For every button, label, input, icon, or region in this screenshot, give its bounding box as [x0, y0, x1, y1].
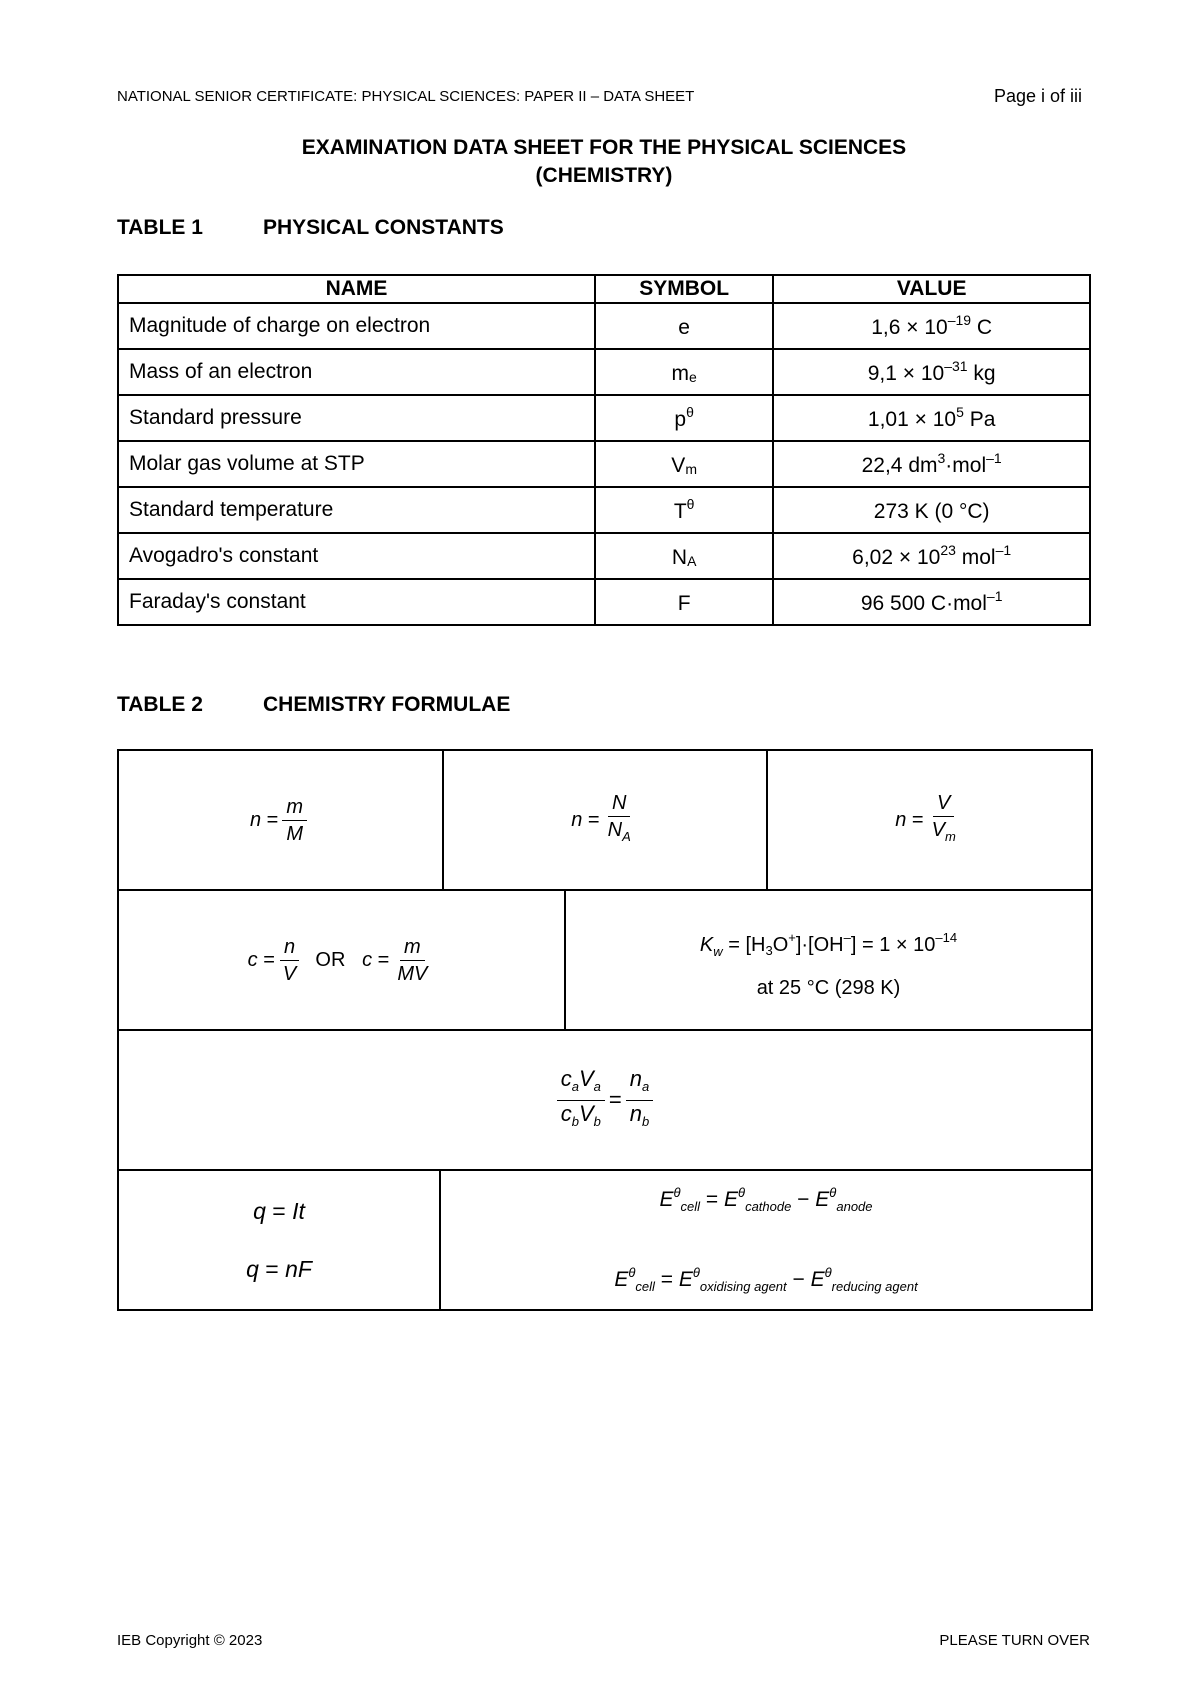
table-header-row: [118, 275, 1090, 303]
table-row: [118, 487, 1090, 533]
constant-symbol: e: [595, 303, 773, 349]
constant-name: Avogadro's constant: [118, 533, 595, 579]
table-row: [118, 349, 1090, 395]
formula-n-N-over-NA: n = $\frac{N}{N_A}$: [571, 792, 631, 844]
constant-value: $6,02 \times 10^{23}$ mol$^{-1}$: [773, 533, 1090, 579]
formula-titration: $\frac{c_aV_a}{c_bV_b}$ = $\frac{n_a}{n_b}$: [119, 1031, 1091, 1169]
constant-value: 96 500 C·mol$^{-1}$: [773, 579, 1090, 625]
constant-name: Mass of an electron: [118, 349, 595, 395]
table-row: [118, 441, 1090, 487]
table-row: [118, 303, 1090, 349]
copyright: IEB Copyright © 2023: [117, 1632, 263, 1649]
table-row: [118, 395, 1090, 441]
formula-row-3: [119, 1031, 1091, 1171]
constant-name: Standard temperature: [118, 487, 595, 533]
physical-constants-table: [117, 274, 1091, 626]
table2-heading: [117, 693, 510, 717]
kw-temperature: at 25 °C (298 K): [756, 977, 901, 999]
turn-over-note: PLEASE TURN OVER: [939, 1632, 1090, 1649]
title-line1: EXAMINATION DATA SHEET FOR THE PHYSICAL SCIENCES: [301, 136, 907, 159]
or-label: OR: [315, 948, 346, 971]
table1-heading: [117, 216, 504, 240]
header-left: NATIONAL SENIOR CERTIFICATE: PHYSICAL SCIENCES: PAPER II – DATA SHEET: [117, 88, 695, 105]
column-header: VALUE: [773, 275, 1090, 303]
formula-row-1: [119, 751, 1091, 891]
page-title: [0, 134, 1200, 190]
table-row: [118, 533, 1090, 579]
table1-name: PHYSICAL CONSTANTS: [263, 216, 504, 239]
chemistry-formulae-table: [117, 749, 1093, 1311]
formula-charge: q = It q = nF: [246, 1198, 312, 1282]
formula-n-V-over-Vm: n = $\frac{V}{V_m}$: [895, 792, 956, 844]
column-header: SYMBOL: [595, 275, 773, 303]
table-row: [118, 579, 1090, 625]
formula-concentration: c = $\frac{n}{V}$ OR c = $\frac{m}{MV}$: [247, 935, 428, 985]
formula-cell-emf: $E^\theta_{cell} = E^\theta_{cathode} - E^\theta_{anode}$ $E^\theta_{cell} = E^\theta_{oxidising agent} - E^\theta_{reducing agent}$: [614, 1185, 918, 1294]
constant-value: $9,1 \times 10^{-31}$ kg: [773, 349, 1090, 395]
constant-name: Standard pressure: [118, 395, 595, 441]
page-number: Page i of iii: [993, 86, 1082, 106]
table1-number: TABLE 1: [117, 216, 203, 239]
constant-value: 22,4 $dm^3\cdot mol^{-1}$: [773, 441, 1090, 487]
constant-value: 273 K (0 °C): [773, 487, 1090, 533]
formula-n-m-over-M: n = $\frac{m}{M}$: [119, 751, 442, 889]
table2-number: TABLE 2: [117, 693, 203, 716]
constant-name: Faraday's constant: [118, 579, 595, 625]
title-line2: (CHEMISTRY): [535, 164, 673, 187]
constant-symbol: $m_e$: [595, 349, 773, 395]
constant-symbol: $p^\theta$: [595, 395, 773, 441]
table2-name: CHEMISTRY FORMULAE: [263, 693, 511, 716]
formula-kw: $K_w = [H_3O^+]\cdot[OH^-] = 1 \times 10^{-14}$ at 25 °C (298 K): [566, 891, 1091, 1029]
constant-symbol: $N_A$: [595, 533, 773, 579]
constant-value: $1,01 \times 10^5$ Pa: [773, 395, 1090, 441]
column-header: NAME: [118, 275, 595, 303]
constant-symbol: $T^\theta$: [595, 487, 773, 533]
constant-name: Molar gas volume at STP: [118, 441, 595, 487]
formula-row-4: [119, 1171, 1091, 1309]
formula-row-2: [119, 891, 1091, 1031]
constant-symbol: F: [595, 579, 773, 625]
constant-symbol: $V_m$: [595, 441, 773, 487]
constant-value: $1,6 \times 10^{-19}$ C: [773, 303, 1090, 349]
constant-name: Magnitude of charge on electron: [118, 303, 595, 349]
